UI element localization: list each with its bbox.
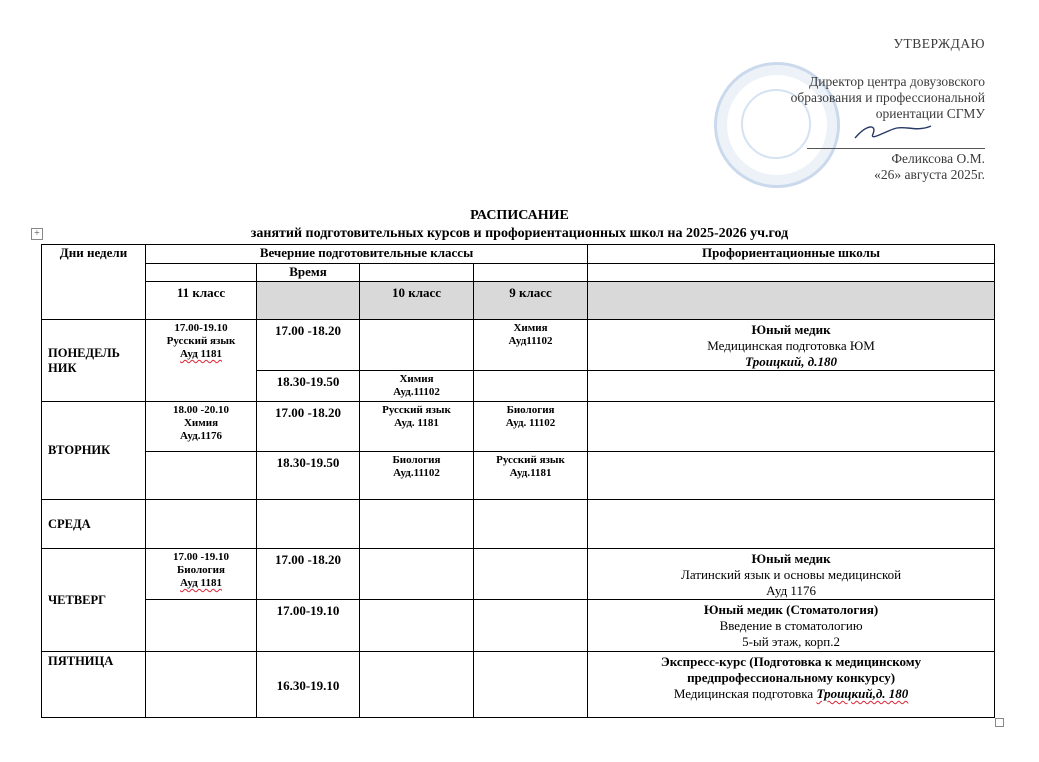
- subject: Биология: [177, 564, 225, 576]
- monday-time-1: 17.00 -18.20: [257, 320, 360, 371]
- prof-location: Троицкий,д. 180: [816, 686, 909, 701]
- table-row: [42, 452, 995, 500]
- monday-grade11-cell: [146, 320, 257, 402]
- tuesday-time-1: 17.00 -18.20: [257, 402, 360, 452]
- time: 18.00 -20.10: [173, 404, 229, 416]
- room: Ауд.11102: [393, 467, 440, 479]
- room: Ауд 1181: [180, 348, 222, 360]
- friday-prof: [588, 652, 995, 718]
- tuesday-grade10-2: [360, 452, 474, 500]
- monday-grade9-2: [474, 371, 588, 402]
- monday-grade10-1: [360, 320, 474, 371]
- tuesday-grade11-2: [146, 452, 257, 500]
- header-empty: [360, 264, 474, 282]
- empty-cell: [146, 600, 257, 652]
- schedule-table: [41, 244, 995, 718]
- room: Ауд.11102: [393, 386, 440, 398]
- header-gray: [588, 282, 995, 320]
- header-row-grades: [42, 282, 995, 320]
- prof-title: Экспресс-курс (Подготовка к медицинскому: [660, 654, 922, 669]
- table-row: [42, 402, 995, 452]
- prof-course: Медицинская подготовка ЮМ: [707, 338, 875, 353]
- empty-cell: [146, 652, 257, 718]
- header-grade-11: 11 класс: [146, 282, 257, 320]
- tuesday-prof-2: [588, 452, 995, 500]
- room: Ауд11102: [508, 335, 553, 347]
- prof-title: Юный медик (Стоматология): [703, 602, 879, 617]
- prof-location: Ауд 1176: [766, 583, 816, 598]
- subject: Биология: [392, 454, 441, 466]
- prof-course: Введение в стоматологию: [719, 618, 863, 633]
- prof-location: 5-ый этаж, корп.2: [742, 634, 840, 649]
- table-row: [42, 549, 995, 600]
- subject: Химия: [183, 417, 219, 429]
- signature: [847, 120, 937, 144]
- prof-course: Латинский язык и основы медицинской: [681, 567, 902, 582]
- subject: Русский язык: [382, 404, 451, 416]
- header-gray: [257, 282, 360, 320]
- subject: Русский язык: [166, 335, 236, 347]
- room: Ауд. 11102: [505, 417, 556, 429]
- monday-grade9-1: [474, 320, 588, 371]
- header-empty: [588, 264, 995, 282]
- monday-grade10-2: [360, 371, 474, 402]
- header-grade-9: 9 класс: [474, 282, 588, 320]
- table-row: [42, 600, 995, 652]
- table-row: [42, 500, 995, 549]
- prof-location: Троицкий, д.180: [745, 354, 837, 369]
- table-resize-handle-icon[interactable]: [995, 718, 1004, 727]
- monday-time-2: 18.30-19.50: [257, 371, 360, 402]
- empty-cell: [360, 549, 474, 600]
- subject: Русский язык: [496, 454, 565, 466]
- thursday-grade11-cell: [146, 549, 257, 600]
- table-row: [42, 652, 995, 718]
- day-friday: ПЯТНИЦА: [42, 652, 146, 718]
- approval-position-line-3: ориентации СГМУ: [875, 106, 985, 121]
- approval-heading: УТВЕРЖДАЮ: [893, 36, 985, 51]
- header-empty: [474, 264, 588, 282]
- document-title: РАСПИСАНИЕ: [470, 208, 569, 223]
- tuesday-grade10-1: [360, 402, 474, 452]
- day-wednesday: СРЕДА: [42, 500, 146, 549]
- prof-title-cont: предпрофессиональному конкурсу): [687, 670, 896, 685]
- approval-name: Феликсова О.М.: [891, 151, 985, 166]
- time: 17.00-19.10: [174, 322, 228, 334]
- tuesday-prof-1: [588, 402, 995, 452]
- prof-title: Юный медик: [751, 322, 831, 337]
- prof-course-line: [588, 686, 994, 702]
- monday-prof-1: [588, 320, 995, 371]
- tuesday-grade9-1: [474, 402, 588, 452]
- subject: Биология: [506, 404, 555, 416]
- table-row: [42, 320, 995, 371]
- thursday-time-1: 17.00 -18.20: [257, 549, 360, 600]
- header-prof: Профориентационные школы: [588, 245, 995, 264]
- empty-cell: [360, 500, 474, 549]
- monday-prof-2: [588, 371, 995, 402]
- approval-block: [705, 36, 985, 183]
- empty-cell: [257, 500, 360, 549]
- subject: Химия: [513, 322, 548, 334]
- signature-line: [807, 126, 985, 149]
- thursday-prof-2: [588, 600, 995, 652]
- tuesday-grade9-2: [474, 452, 588, 500]
- room: Ауд 1181: [180, 577, 222, 589]
- empty-cell: [360, 600, 474, 652]
- room: Ауд. 1181: [394, 417, 439, 429]
- header-evening: Вечерние подготовительные классы: [146, 245, 588, 264]
- day-tuesday: ВТОРНИК: [42, 402, 146, 500]
- prof-course: Медицинская подготовка: [673, 686, 814, 701]
- empty-cell: [146, 500, 257, 549]
- empty-cell: [588, 500, 995, 549]
- empty-cell: [474, 600, 588, 652]
- room: Ауд.1176: [180, 430, 222, 442]
- document-subtitle: занятий подготовительных курсов и профориентационных школ на 2025-2026 уч.год: [250, 226, 789, 241]
- approval-position-line-1: Директор центра довузовского: [809, 74, 985, 89]
- thursday-prof-1: [588, 549, 995, 600]
- day-thursday: ЧЕТВЕРГ: [42, 549, 146, 652]
- subject: Химия: [399, 373, 434, 385]
- header-empty: [146, 264, 257, 282]
- approval-position-line-2: образования и профессиональной: [790, 90, 985, 105]
- table-move-handle-icon[interactable]: +: [31, 228, 43, 240]
- empty-cell: [360, 652, 474, 718]
- empty-cell: [474, 652, 588, 718]
- header-time: Время: [257, 264, 360, 282]
- prof-title: Юный медик: [751, 551, 831, 566]
- tuesday-time-2: 18.30-19.50: [257, 452, 360, 500]
- header-row-time: [42, 264, 995, 282]
- thursday-time-2: 17.00-19.10: [257, 600, 360, 652]
- approval-date: «26» августа 2025г.: [874, 167, 985, 182]
- empty-cell: [474, 500, 588, 549]
- day-monday: ПОНЕДЕЛЬ НИК: [42, 320, 146, 402]
- empty-cell: [474, 549, 588, 600]
- tuesday-grade11-cell: [146, 402, 257, 452]
- header-days: Дни недели: [42, 245, 146, 320]
- header-grade-10: 10 класс: [360, 282, 474, 320]
- friday-time: 16.30-19.10: [257, 652, 360, 718]
- header-row: [42, 245, 995, 264]
- time: 17.00 -19.10: [173, 551, 229, 563]
- room: Ауд.1181: [509, 467, 552, 479]
